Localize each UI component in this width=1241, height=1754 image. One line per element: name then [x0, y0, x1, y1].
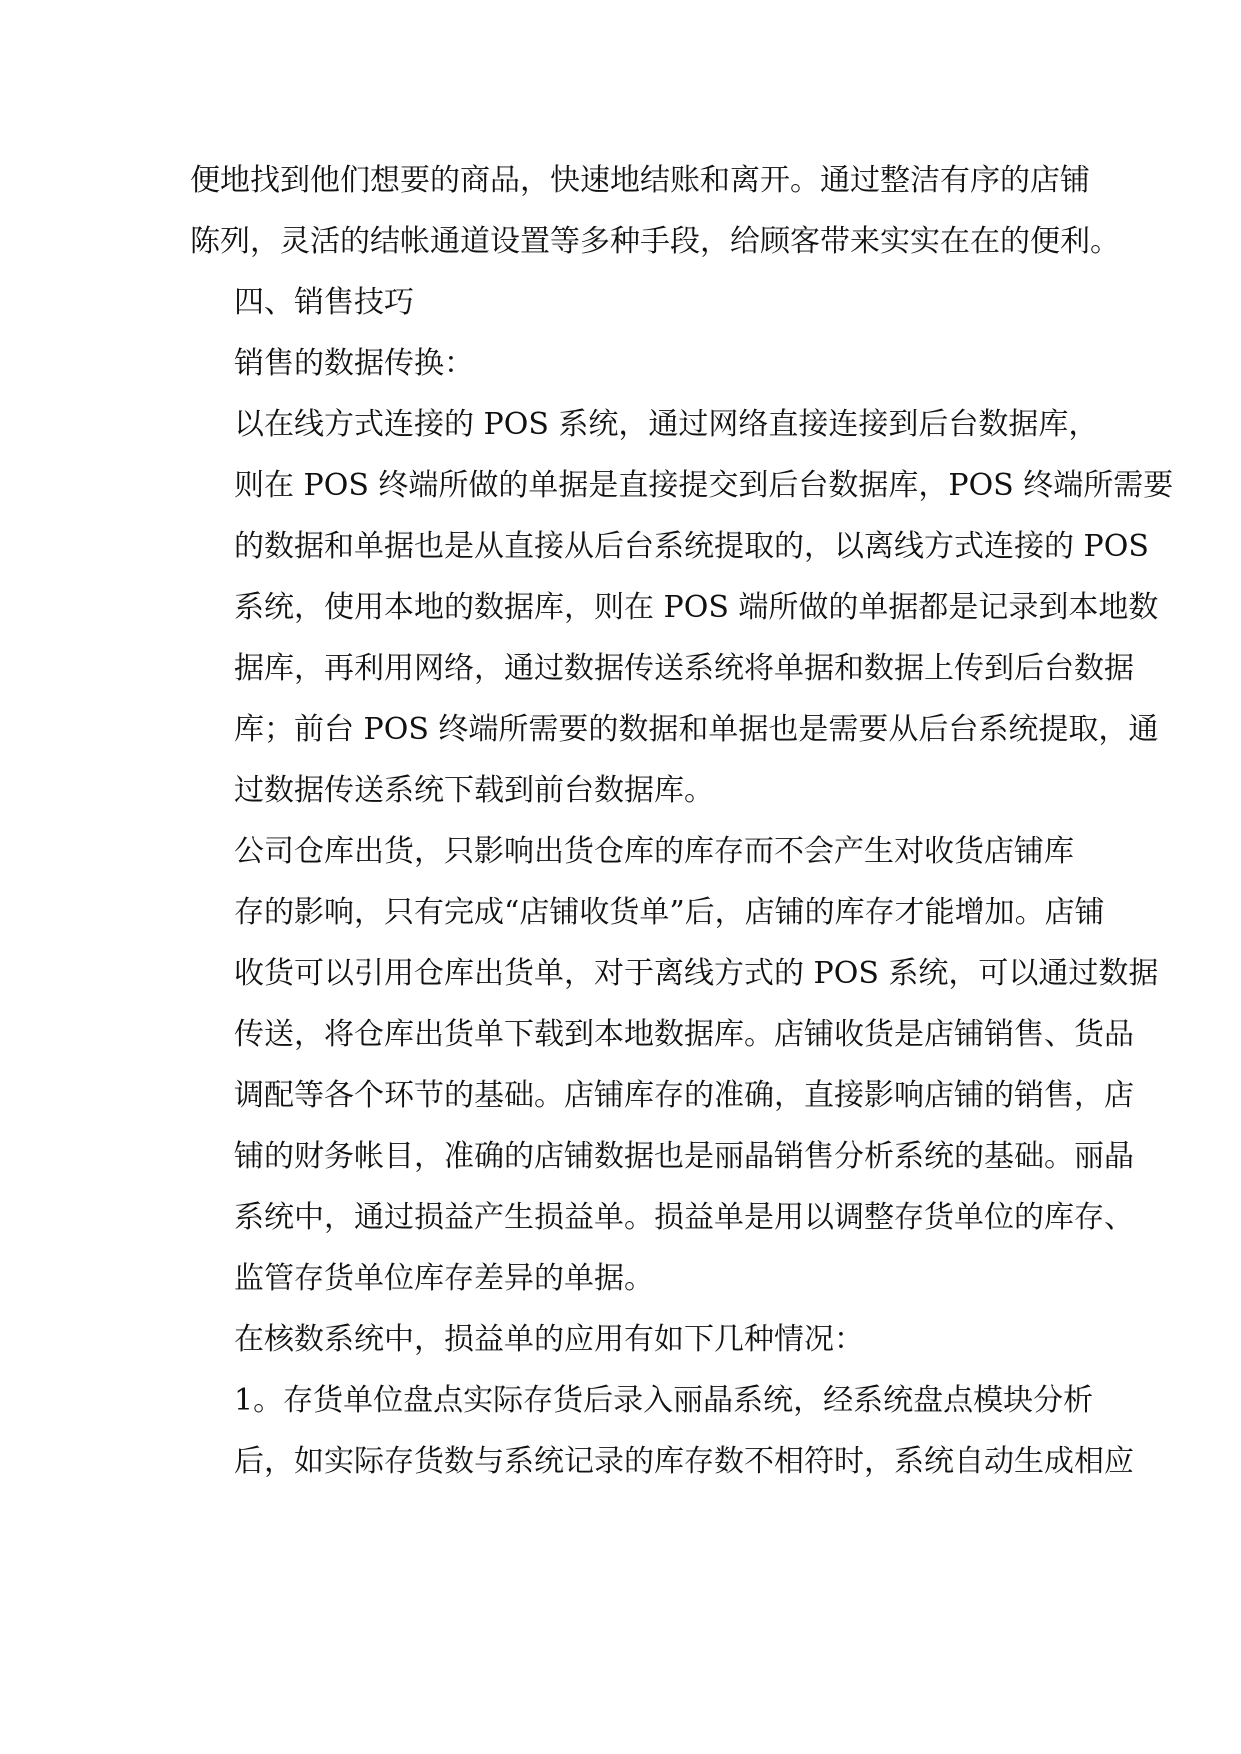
text-line: 以在线方式连接的 POS 系统，通过网络直接连接到后台数据库，: [234, 407, 1099, 442]
text-line: 则在 POS 终端所做的单据是直接提交到后台数据库，POS 终端所需要: [234, 468, 1174, 503]
paragraph: [190, 1370, 1134, 1492]
subheading: [190, 333, 1060, 394]
text-line: 监管存货单位库存差异的单据。: [234, 1261, 654, 1296]
text-line: 销售的数据传换：: [234, 346, 474, 381]
text-line: 传送，将仓库出货单下载到本地数据库。店铺收货是店铺销售、货品: [234, 1017, 1134, 1052]
text-line: 的数据和单据也是从直接从后台系统提取的，以离线方式连接的 POS: [234, 529, 1149, 564]
text-line: 据库，再利用网络，通过数据传送系统将单据和数据上传到后台数据: [234, 651, 1134, 686]
text-line: 铺的财务帐目，准确的店铺数据也是丽晶销售分析系统的基础。丽晶: [234, 1139, 1134, 1174]
paragraph: [190, 821, 1159, 1309]
text-line: 1。存货单位盘点实际存货后录入丽晶系统，经系统盘点模块分析: [234, 1383, 1094, 1418]
text-line: 调配等各个环节的基础。店铺库存的准确，直接影响店铺的销售，店: [234, 1078, 1134, 1113]
text-line: 后，如实际存货数与系统记录的库存数不相符时，系统自动生成相应: [234, 1444, 1134, 1479]
text-line: 便地找到他们想要的商品，快速地结账和离开。通过整洁有序的店铺: [190, 163, 1090, 198]
text-line: 四、销售技巧: [234, 285, 414, 320]
text-line: 库；前台 POS 终端所需要的数据和单据也是需要从后台系统提取，通: [234, 712, 1159, 747]
text-line: 陈列，灵活的结帐通道设置等多种手段，给顾客带来实实在在的便利。: [190, 224, 1120, 259]
text-line: 在核数系统中，损益单的应用有如下几种情况：: [234, 1322, 864, 1357]
paragraph: [190, 150, 1120, 272]
text-line: 收货可以引用仓库出货单，对于离线方式的 POS 系统，可以通过数据: [234, 956, 1159, 991]
text-line: 过数据传送系统下载到前台数据库。: [234, 773, 714, 808]
text-line: 公司仓库出货，只影响出货仓库的库存而不会产生对收货店铺库: [234, 834, 1074, 869]
text-line: 系统中，通过损益产生损益单。损益单是用以调整存货单位的库存、: [234, 1200, 1134, 1235]
document-page: [190, 150, 1174, 1492]
text-line: 存的影响，只有完成“店铺收货单”后，店铺的库存才能增加。店铺: [234, 895, 1105, 930]
paragraph: [190, 394, 1174, 821]
paragraph: [190, 1309, 1060, 1370]
section-heading: [190, 272, 1060, 333]
text-line: 系统，使用本地的数据库，则在 POS 端所做的单据都是记录到本地数: [234, 590, 1159, 625]
